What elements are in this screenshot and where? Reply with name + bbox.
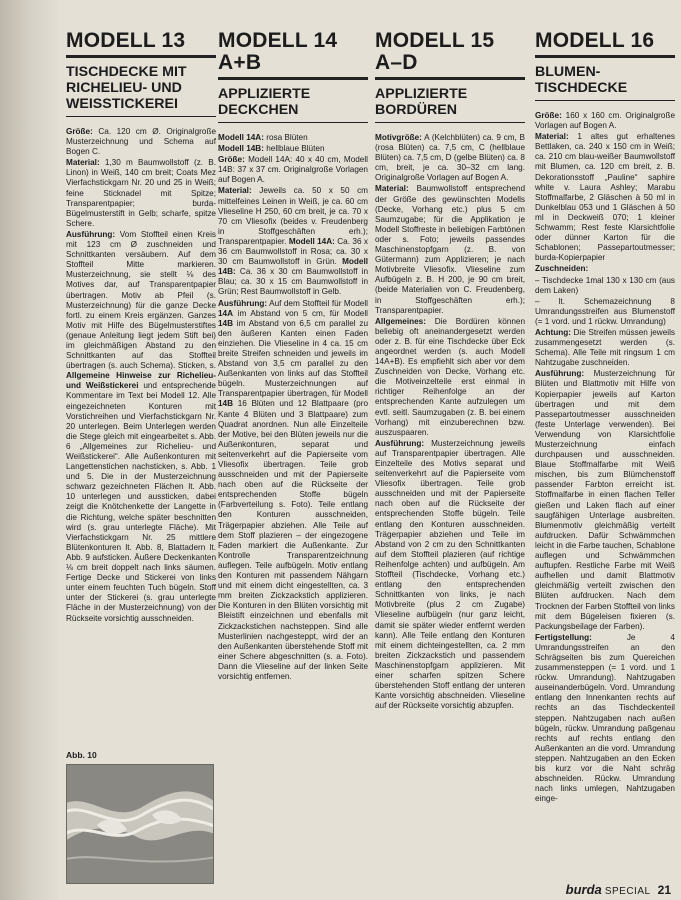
keyword: Ausführung:: [535, 369, 585, 379]
instruction-paragraph: [218, 186, 368, 297]
keyword: Allgemeines:: [375, 316, 426, 326]
keyword: Ausführung:: [218, 298, 268, 308]
text-run: 160 x 160 cm. Originalgroße Vorlagen auf Bogen A.: [535, 111, 675, 131]
model-title: MODELL 13: [66, 30, 216, 58]
model-instructions: [535, 111, 675, 804]
text-run: hellblaue Blüten: [263, 144, 325, 154]
keyword: 14B: [218, 399, 234, 409]
text-run: im Abstand von 5 cm, für Modell: [233, 308, 368, 318]
text-run: Ca. 120 cm Ø. Originalgroße Musterzeichnung und Schema auf Bogen C.: [66, 127, 216, 157]
model-title: MODELL 14 A+B: [218, 30, 368, 80]
text-run: Die Bordüren können beliebig oft aneinandergesetzt werden oder z. B. für eine Tischdecke über Eck angeordnet werden (s. auch Modell 14A+B). Es empfiehlt sich aber vor dem Zuschneiden von Decke, Vorhang etc. die Motiveinzelteile erst einmal in richtiger Reihenfolge an der entsprechenden Kante aufzulegen um evtl. seitl. Saumzugaben (z. B. bei einem Vorhang) mit einzuberechnen bzw. auszuspaaren.: [375, 316, 525, 437]
keyword: 14B: [218, 318, 234, 328]
keyword: Material:: [375, 184, 409, 194]
instruction-paragraph: [375, 317, 525, 438]
model-title: MODELL 16: [535, 30, 675, 58]
model-instructions: [66, 127, 216, 624]
text-run: A (Kelchblüten) ca. 9 cm, B (rosa Blüten) ca. 7,5 cm, C (hellblaue Blüten) ca. 7,5 cm, D (gelbe Blüten) ca. 8 cm, breit, je ca. 30–32 cm lang. Originalgroße Vorlagen auf Bogen A.: [375, 133, 525, 183]
text-run: Vom Stoffteil einen Kreis mit 123 cm Ø zuschneiden und Schnittkanten versäubern. Auf dem Stoffteil Mitte markieren. Musterzeichnung, sie stellt ⅛ des Motives dar, auf Transparentpapier übertragen. Motiv ab Pfeil (s. Musterzeichnung) für die ganze Decke fortl. zu einem Kreis ergänzen. Ganzes Motiv mit Hilfe des Bügelmusterstiftes (genaue Anleitung liegt jedem Stift bei) im gleichmäßigen Abstand zu den Schnittkanten auf das Stoffteil übertragen (s. auch Schema). Sticken, s.: [66, 229, 216, 371]
instruction-paragraph: [218, 144, 368, 154]
model-instructions: [375, 133, 525, 711]
keyword: Modell 14B:: [218, 144, 264, 154]
keyword: Größe:: [535, 111, 562, 120]
keyword: Größe:: [218, 155, 245, 165]
instruction-paragraph: [535, 132, 675, 263]
instruction-paragraph: [535, 297, 675, 327]
text-run: Modell 14A: 40 x 40 cm, Modell 14B: 37 x 37 cm. Originalgroße Vorlagen auf Bogen A.: [218, 155, 368, 185]
keyword: Allgemeine Hinweise zur Richelieu- und Weißstickerei: [66, 371, 216, 391]
instruction-paragraph: [218, 299, 368, 683]
keyword: Fertigstellung:: [535, 632, 592, 642]
column-modell-16: [535, 30, 675, 805]
keyword: 14A: [218, 308, 234, 318]
keyword: Ausführung:: [66, 229, 116, 239]
model-title: MODELL 15 A–D: [375, 30, 525, 80]
model-subtitle: APPLIZIERTE BORDÜREN: [375, 86, 525, 123]
text-run: rosa Blüten: [263, 133, 308, 142]
column-modell-15: [375, 30, 525, 712]
instruction-paragraph: [66, 158, 216, 229]
model-instructions: [218, 133, 368, 682]
magazine-edition: SPECIAL: [604, 886, 651, 897]
figure-caption: Abb. 10: [66, 750, 97, 760]
keyword: Modell 14B:: [218, 257, 368, 277]
instruction-paragraph: [535, 633, 675, 805]
page-number: 21: [657, 883, 671, 897]
keyword: Größe:: [66, 127, 93, 136]
text-run: Musterzeichnung jeweils auf Transparentpapier übertragen. Alle Einzelteile des Motivs separat und seitenverkehrt auf die Papierseite vom Vliesofix übertragen. Teile grob ausschneiden und mit der Papierseite nach oben auf die Rückseite der entsprechenden Stoffe bügeln. Teile entlang den Konturen ausschneiden. Trägerpapier abziehen und Teile im Abstand von 2 cm zu den Schnittkanten auf dem Stoffteil plazieren (auf richtige Reihenfolge achten) und aufbügeln. Am Stoffteil (Tischdecke, Vorhang etc.) entlang den entsprechenden Schnittkanten von links, je nach Motivbreite (plus 2 cm Zugabe) Vlieseline aufbügeln (nur ganz leicht, damit sie später wieder entfernt werden kann). Alle Teile entlang den Konturen mit einem dichteingestellten, ca. 2 mm breiten Zickzackstich und passendem Maschinenstopfgarn applizieren. Mit einer scharfen spitzen Schere überstehenden Stoff entlang der unteren Kante vorsichtig abschneiden. Vlieseline auf der Rückseite vorsichtig abzupfen.: [375, 438, 525, 711]
instruction-paragraph: [535, 264, 675, 274]
keyword: Material:: [66, 158, 100, 168]
text-run: Die Streifen müssen jeweils zusammengesetzt werden (s. Schema). Alle Teile mit ringsum 1 cm Nahtzugabe zuschneiden.: [535, 327, 675, 368]
column-modell-13: [66, 30, 216, 625]
model-subtitle: APPLIZIERTE DECKCHEN: [218, 86, 368, 123]
column-modell-14: [218, 30, 368, 683]
keyword: Achtung:: [535, 327, 571, 337]
instruction-paragraph: [66, 127, 216, 157]
text-run: Baumwollstoff entsprechend der Größe des gewünschten Modells (Decke, Vorhang etc.) plus 5 cm Saumzugabe; für die Applikation je Modell Stoffreste in beliebigen Farbtönen oder s. Foto; jeweils passendes Maschinenstopfgarn (z. B. von Gütermann) zum Applizieren; je nach Motivbreite Vliesofix. Vlieseline zum Aufbügeln z. B. H 200, je 90 cm breit, (beide Materialien von C. Freudenberg, in Stoffgeschäften erh.); Transparentpapier.: [375, 184, 525, 315]
keyword: Modell 14A:: [288, 236, 335, 246]
instruction-paragraph: [535, 328, 675, 368]
text-run: Musterzeichnung für Blüten und Blattmotiv mit Hilfe von Kopierpapier jeweils auf Karton übertragen und mit dem Passepartoutmesser ausschneiden (feste Unterlage verwenden). Bei Verwendung von Klarsichtfolie Musterzeichnung einfach durchpausen und ausschneiden. Blaue Stoffmalfarbe mit Weiß mischen, bis zum Blümchenstoff passender Farbton erreicht ist. Stoffmalfarbe in einen flachen Teller gießen und Laken flach auf einer saugfähigen Unterlage ausbreiten. Blumenmotiv gleichmäßig verteilt aufdrucken. Dafür Schwämmchen leicht in die Farbe tauchen, Schablone auflegen und Schwämmchen auftupfen. Restliche Farbe mit Weiß aufhellen und damit Blattmotiv gleichmäßig verteilt zwischen den Blüten aufdrucken. Nach dem Trocknen der Farben Stoffteil von links mit dem Bügeleisen fixieren (s. Packungsbeilage der Farben).: [535, 369, 675, 631]
instruction-paragraph: [535, 276, 675, 296]
embroidery-photo: [66, 764, 214, 884]
keyword: Zuschneiden:: [535, 264, 589, 274]
instruction-paragraph: [535, 111, 675, 131]
text-run: Ca. 36 x 30 cm Baumwollstoff in Blau; ca. 30 x 15 cm Baumwollstoff in Grün; Rest Baumwollstoff in Gelb.: [218, 267, 368, 297]
instruction-paragraph: [375, 133, 525, 183]
text-run: Auf dem Stoffteil für Modell: [267, 298, 368, 308]
text-run: – lt. Schemazeichnung 8 Umrandungsstreifen aus Blumenstoff (= 1 vord. und 1 rückw. Umrandung): [535, 296, 675, 326]
model-subtitle: BLUMEN- TISCHDECKE: [535, 64, 675, 101]
embroidery-illustration: [67, 765, 213, 883]
model-subtitle: TISCHDECKE MIT RICHELIEU- UND WEISSTICKEREI: [66, 64, 216, 117]
instruction-paragraph: [66, 230, 216, 624]
text-run: Je 4 Umrandungsstreifen an den Schrägseiten bis zum Quereichen zusammensteppen (= 1 vord. und 1 rückw. Umrandung). Nahtzugaben auseinanderbügeln. Vord. Umrandung entlang den Innenkanten rechts auf rechts an das Tischdeckenteil steppen. Nahtzugaben nach außen bügeln, rückw. Umrandung paßgenau rechts auf rechts entlang den Außenkanten an die vord. Umrandung steppen. Nahtzugaben an den Ecken bis kurz vor die Naht schräg abschneiden. Rückw. Umrandung nach links umlegen, Nahtzugaben einge-: [535, 632, 675, 804]
text-run: im Abstand von 6,5 cm parallel zu den äußeren Kanten einen Faden einziehen. Die Vlieseline in 4 ca. 15 cm breite Streifen schneiden und jeweils im Abstand von 3,5 cm parallel zu den Außenkanten von links auf das Stoffteil bügeln. Musterzeichnungen auf Transparentpapier übertragen, für Modell: [218, 318, 368, 399]
text-run: 1,30 m Baumwollstoff (z. B. Linon) in Weiß, 140 cm breit; Coats Mez Vierfachstickgarn Nr. 20 und 25 in Weiß; feine Sticknadel mit Spitze; Transparentpapier; burda-Bügelmusterstift in Gelb; scharfe, spitze Schere.: [66, 158, 216, 228]
instruction-paragraph: [535, 369, 675, 631]
keyword: Motivgröße:: [375, 133, 422, 142]
text-run: 1 altes gut erhaltenes Bettlaken, ca. 240 x 150 cm in Weiß; ca. 210 cm blau-weißer Baumwollstoff mit Blumen, ca. 120 cm breit, z. B. Dekorationsstoff „Pauline“ saphire white v. Laura Ashley; Marabu Stoffmalfarbe, 2 Gläschen à 50 ml in Dunkelblau 053 und 1 Gläschen à 50 ml in Deckweiß 070; 1 kleiner Schwamm; Rest feste Klarsichtfolie oder dünner Karton für die Schablonen; Passepartoutmesser; burda-Kopierpapier: [535, 132, 675, 263]
instruction-paragraph: [375, 184, 525, 315]
instruction-paragraph: [375, 439, 525, 712]
keyword: Material:: [535, 132, 569, 142]
book-spine: [0, 0, 58, 900]
text-run: 16 Blüten und 12 Blattpaare (pro Kante 4 Blüten und 3 Blattpaare) zum Quadrat anordnen. Nun alle Einzelteile der Motive, bei den Blüten jeweils nur die Außenkonturen, separat und seitenverkehrt auf die Papierseite vom Vliesofix übertragen. Teile grob ausschneiden und mit der Papierseite nach oben auf die Rückseite der entsprechenden Stoffe bügeln (Farbverteilung s. Foto). Teile entlang den Konturen ausschneiden, Trägerpapier abziehen. Alle Teile auf dem Stoff plazieren – der eingezogene Faden markiert die Außenkante. Zur Kontrolle Transparentzeichnung auflegen. Teile aufbügeln. Motiv entlang den Konturen mit passendem Nähgarn und mit einem dicht eingestellten, ca. 3 mm breiten Zickzackstich applizieren. Die Konturen in den Blüten vorsichtig mit Bleistift einzeichnen und ebenfalls mit Zickzackstichen nachsteppen. Sind alle Musterlinien nachgesteppt, wird der an den Außenkanten überstehende Stoff mit einer Schere abgeschnitten (s. a. Foto). Dann die Vlieseline auf der linken Seite vorsichtig entfernen.: [218, 399, 368, 681]
text-run: Jeweils ca. 50 x 50 cm mittelfeines Leinen in Weiß, je ca. 60 cm Vlieseline H 250, 60 cm breit, je ca. 70 x 70 cm Vliesofix (beides v. Freudenberg in Stoffgeschäften erh.); Transparentpapier.: [218, 186, 368, 246]
keyword: Material:: [218, 186, 252, 196]
magazine-logo: burda: [565, 882, 602, 897]
page-footer: [566, 882, 671, 897]
instruction-paragraph: [218, 155, 368, 185]
text-run: – Tischdecke 1mal 130 x 130 cm (aus dem Laken): [535, 275, 675, 295]
text-run: und entsprechende Kommentare im Text bei Modell 12. Alle eingezeichneten Konturen mit Vorstichreihen und Vierfachstickgarn Nr. 20 unterlegen. Beim Unterlegen werden die Stege gleich mit eingearbeitet s. Abb. 6 „Allgemeines zur Richelieu- und Weißstickerei“. Alle Außenkonturen mit Langettenstichen nachsticken, s. Abb. 1 und 5. Die in der Musterzeichnung schwarz gezeichneten Flächen lt. Abb. 10 unterlegen und aussticken, dabei zeigt die Knötchenkette der Langette in die Richtung, welche später beschnitten wird (s. grau unterlegte Fläche). Mit Vierfachstickgarn Nr. 25 mittlere Blütenkonturen lt. Abb. 8, Blattadern lt. Abb. 9 aufsticken. Äußere Deckenkanten ⅛ cm breit doppelt nach links säumen. Fertige Decke und Stickerei von links unter einem feuchten Tuch bügeln. Stoff unter der Stickerei (s. grau unterlegte Fläche in der Musterzeichnung) von der Rückseite vorsichtig ausschneiden.: [66, 381, 216, 623]
keyword: Modell 14A:: [218, 133, 264, 142]
keyword: Ausführung:: [375, 438, 425, 448]
text-run: Ca. 36 x 36 cm Baumwollstoff in Rosa; ca. 30 x 30 cm Baumwollstoff in Grün.: [218, 236, 368, 267]
instruction-paragraph: [218, 133, 368, 143]
